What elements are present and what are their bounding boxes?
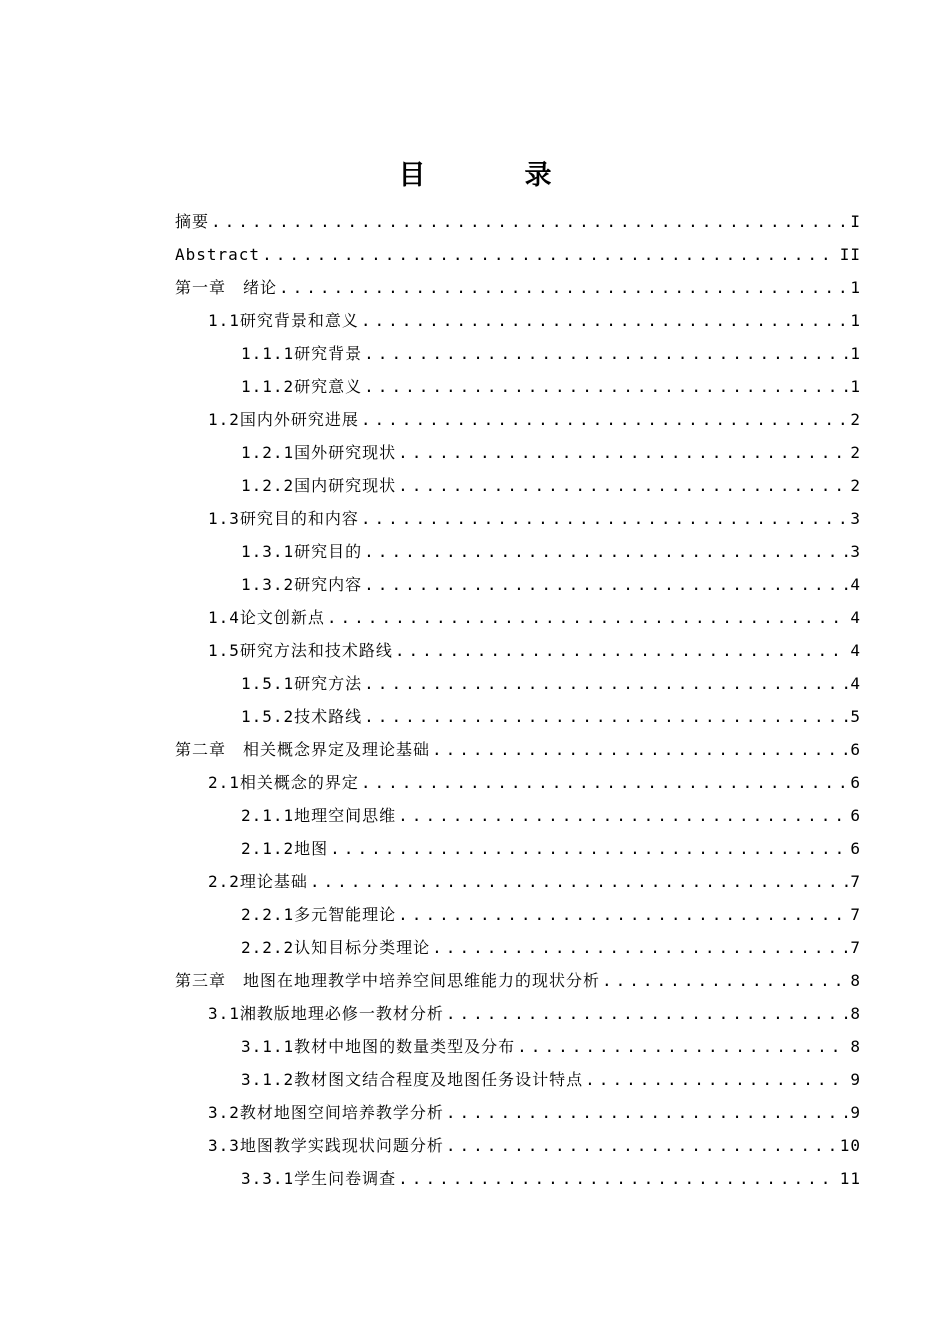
toc-label: 3.1湘教版地理必修一教材分析 (208, 1004, 444, 1023)
toc-leader (361, 766, 848, 799)
toc-leader (364, 667, 848, 700)
toc-entry-1-1[interactable] (175, 304, 861, 337)
toc-page-number: 10 (839, 1136, 861, 1155)
toc-entry-3-3[interactable] (175, 1129, 861, 1162)
toc-page-number: 1 (850, 377, 861, 396)
toc-page-number: 11 (839, 1169, 861, 1188)
toc-label: 1.1研究背景和意义 (208, 311, 359, 330)
toc-entry-3-2[interactable] (175, 1096, 861, 1129)
toc-leader (361, 403, 848, 436)
toc-entry-1-4[interactable] (175, 601, 861, 634)
toc-entry-abstract-en[interactable] (175, 238, 861, 271)
toc-page-number: 8 (850, 1037, 861, 1056)
toc-leader (585, 1063, 848, 1096)
toc-leader (211, 205, 848, 238)
toc-label: 第一章 绪论 (175, 278, 278, 297)
toc-page-number: 9 (850, 1103, 861, 1122)
toc-entry-1-5-2[interactable] (175, 700, 861, 733)
toc-label: 3.1.1教材中地图的数量类型及分布 (241, 1037, 516, 1056)
toc-entry-3-1-1[interactable] (175, 1030, 861, 1063)
toc-leader (398, 1162, 838, 1195)
toc-entry-1-1-1[interactable] (175, 337, 861, 370)
page-title: 目 录 (398, 160, 588, 191)
toc-label: 1.3.2研究内容 (241, 575, 363, 594)
toc-label: 1.1.2研究意义 (241, 377, 363, 396)
toc-entry-1-3-1[interactable] (175, 535, 861, 568)
toc-entry-3-3-1[interactable] (175, 1162, 861, 1195)
toc-entry-1-3[interactable] (175, 502, 861, 535)
toc-entry-chapter-3[interactable] (175, 964, 861, 997)
toc-leader (364, 700, 848, 733)
toc-page-number: 4 (850, 575, 861, 594)
toc-page-number: 6 (850, 740, 861, 759)
toc-entry-1-2[interactable] (175, 403, 861, 436)
toc-leader (432, 931, 848, 964)
toc-leader (364, 535, 848, 568)
toc-leader (262, 238, 838, 271)
toc-label: 2.1.2地图 (241, 839, 329, 858)
toc-entry-1-5-1[interactable] (175, 667, 861, 700)
toc-page-number: 1 (850, 311, 861, 330)
toc-leader (364, 337, 848, 370)
table-of-contents (175, 205, 861, 1195)
toc-label: 1.5研究方法和技术路线 (208, 641, 393, 660)
toc-entry-2-1-1[interactable] (175, 799, 861, 832)
toc-label: 2.2.1多元智能理论 (241, 905, 397, 924)
toc-leader (398, 799, 848, 832)
toc-page-number: 4 (850, 674, 861, 693)
toc-leader (446, 1096, 848, 1129)
toc-entry-2-1[interactable] (175, 766, 861, 799)
toc-label: 第三章 地图在地理教学中培养空间思维能力的现状分析 (175, 971, 601, 990)
toc-page-number: 3 (850, 542, 861, 561)
toc-entry-1-1-2[interactable] (175, 370, 861, 403)
toc-entry-2-1-2[interactable] (175, 832, 861, 865)
toc-leader (327, 601, 848, 634)
toc-page-number: 2 (850, 443, 861, 462)
toc-leader (398, 898, 848, 931)
toc-page-number: I (850, 212, 861, 231)
toc-page-number: 4 (850, 641, 861, 660)
toc-page-number: 9 (850, 1070, 861, 1089)
toc-label: 1.2国内外研究进展 (208, 410, 359, 429)
toc-leader (330, 832, 848, 865)
toc-entry-chapter-1[interactable] (175, 271, 861, 304)
toc-label: 1.3研究目的和内容 (208, 509, 359, 528)
toc-entry-1-3-2[interactable] (175, 568, 861, 601)
toc-label: 1.5.2技术路线 (241, 707, 363, 726)
toc-entry-abstract-cn[interactable] (175, 205, 861, 238)
toc-page-number: 8 (850, 971, 861, 990)
toc-label: 摘要 (175, 212, 210, 231)
toc-leader (432, 733, 848, 766)
toc-label: 3.3.1学生问卷调查 (241, 1169, 397, 1188)
toc-page-number: 7 (850, 872, 861, 891)
toc-label: 第二章 相关概念界定及理论基础 (175, 740, 431, 759)
toc-leader (446, 1129, 838, 1162)
toc-leader (364, 568, 848, 601)
toc-entry-1-2-2[interactable] (175, 469, 861, 502)
toc-entry-3-1[interactable] (175, 997, 861, 1030)
toc-leader (279, 271, 848, 304)
toc-leader (361, 502, 848, 535)
toc-entry-1-5[interactable] (175, 634, 861, 667)
toc-label: 3.3地图教学实践现状问题分析 (208, 1136, 444, 1155)
toc-leader (310, 865, 848, 898)
toc-page-number: 6 (850, 839, 861, 858)
toc-page-number: 6 (850, 806, 861, 825)
toc-page-number: 5 (850, 707, 861, 726)
toc-page-number: 7 (850, 905, 861, 924)
toc-label: 2.1相关概念的界定 (208, 773, 359, 792)
toc-page-number: 6 (850, 773, 861, 792)
toc-entry-2-2-2[interactable] (175, 931, 861, 964)
toc-entry-1-2-1[interactable] (175, 436, 861, 469)
toc-page-number: II (839, 245, 861, 264)
toc-page-number: 3 (850, 509, 861, 528)
toc-page-number: 2 (850, 410, 861, 429)
toc-label: 1.2.2国内研究现状 (241, 476, 397, 495)
toc-label: 2.1.1地理空间思维 (241, 806, 397, 825)
toc-page-number: 2 (850, 476, 861, 495)
toc-label: 2.2.2认知目标分类理论 (241, 938, 431, 957)
toc-label: 1.3.1研究目的 (241, 542, 363, 561)
toc-label: 1.4论文创新点 (208, 608, 325, 627)
toc-label: 1.5.1研究方法 (241, 674, 363, 693)
toc-entry-2-2[interactable] (175, 865, 861, 898)
toc-entry-chapter-2[interactable] (175, 733, 861, 766)
toc-leader (395, 634, 848, 667)
toc-leader (398, 436, 848, 469)
toc-page-number: 8 (850, 1004, 861, 1023)
toc-leader (517, 1030, 848, 1063)
toc-leader (602, 964, 848, 997)
toc-leader (446, 997, 848, 1030)
toc-entry-2-2-1[interactable] (175, 898, 861, 931)
toc-leader (398, 469, 848, 502)
toc-leader (364, 370, 848, 403)
toc-page-number: 1 (850, 278, 861, 297)
toc-page-number: 4 (850, 608, 861, 627)
toc-label: 3.2教材地图空间培养教学分析 (208, 1103, 444, 1122)
toc-label: 1.1.1研究背景 (241, 344, 363, 363)
toc-page-number: 1 (850, 344, 861, 363)
toc-label: 2.2理论基础 (208, 872, 308, 891)
toc-leader (361, 304, 848, 337)
toc-page-number: 7 (850, 938, 861, 957)
toc-label: 1.2.1国外研究现状 (241, 443, 397, 462)
toc-label: 3.1.2教材图文结合程度及地图任务设计特点 (241, 1070, 584, 1089)
toc-label: Abstract (175, 245, 261, 264)
toc-entry-3-1-2[interactable] (175, 1063, 861, 1096)
